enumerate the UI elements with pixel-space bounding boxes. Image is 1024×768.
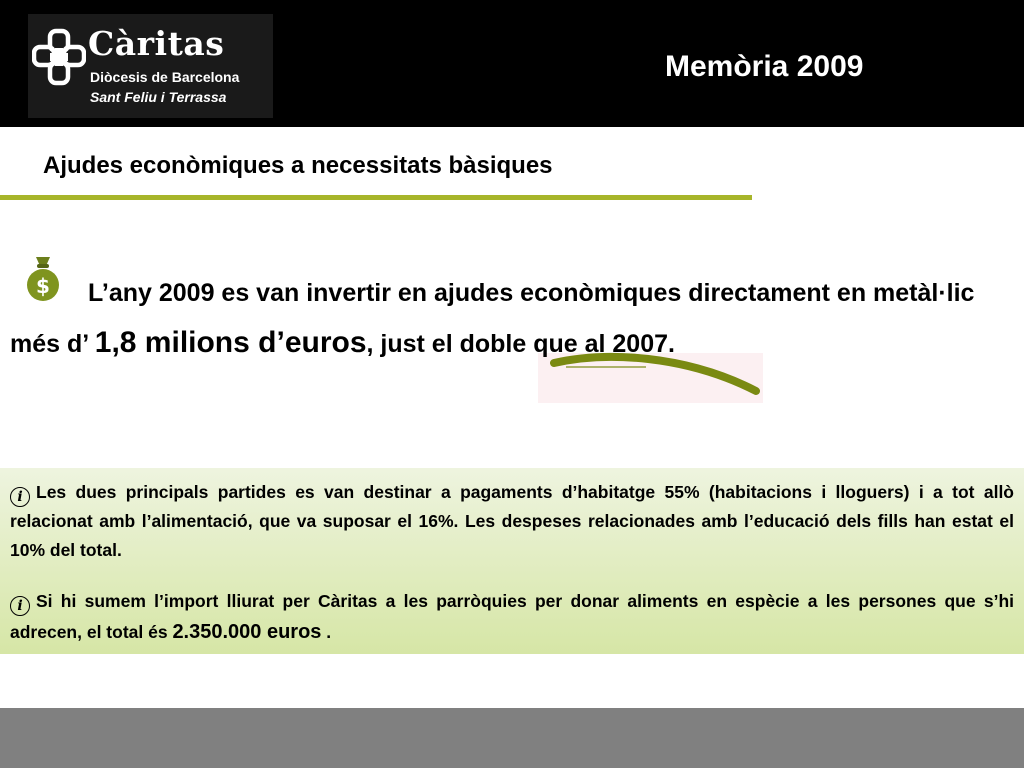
svg-text:$: $ bbox=[36, 274, 50, 298]
info-paragraph-2 bbox=[10, 586, 1014, 648]
caritas-cross-icon bbox=[32, 28, 86, 86]
info-total-amount: 2.350.000 euros bbox=[172, 621, 322, 643]
info-paragraph-2-end: . bbox=[321, 622, 332, 642]
main-text-after: , just el doble que al 2007. bbox=[366, 330, 675, 358]
logo-name: Càritas bbox=[88, 24, 225, 63]
header-bar bbox=[0, 0, 1024, 127]
caritas-logo bbox=[28, 14, 273, 118]
main-emphasis-amount: 1,8 milions d’euros bbox=[94, 326, 367, 359]
main-statement bbox=[10, 268, 1000, 369]
section-title: Ajudes econòmiques a necessitats bàsiques bbox=[43, 152, 553, 179]
footer-bar bbox=[0, 708, 1024, 768]
info-icon: i bbox=[10, 487, 30, 507]
info-paragraph-2-text: Si hi sumem l’import lliurat per Càritas a les parròquies per donar aliments en espècie a les persones que s’hi adrecen, el total és bbox=[10, 591, 1014, 642]
title-underline bbox=[0, 195, 752, 200]
logo-subtitle-sees: Sant Feliu i Terrassa bbox=[90, 89, 227, 105]
info-paragraph-1 bbox=[10, 478, 1014, 565]
main-text-before: L’any 2009 es van invertir en ajudes econòmiques directament en metàl·lic més d’ bbox=[10, 279, 975, 358]
info-icon: i bbox=[10, 596, 30, 616]
logo-subtitle-diocese: Diòcesis de Barcelona bbox=[90, 69, 240, 85]
report-title: Memòria 2009 bbox=[665, 50, 864, 83]
info-paragraph-1-text: Les dues principals partides es van destinar a pagaments d’habitatge 55% (habitacions i lloguers) i a tot allò relacionat amb l’alimentació, que va suposar el 16%. Les despeses relacionades amb l’educació dels fills han estat el 10% del total. bbox=[10, 482, 1014, 560]
